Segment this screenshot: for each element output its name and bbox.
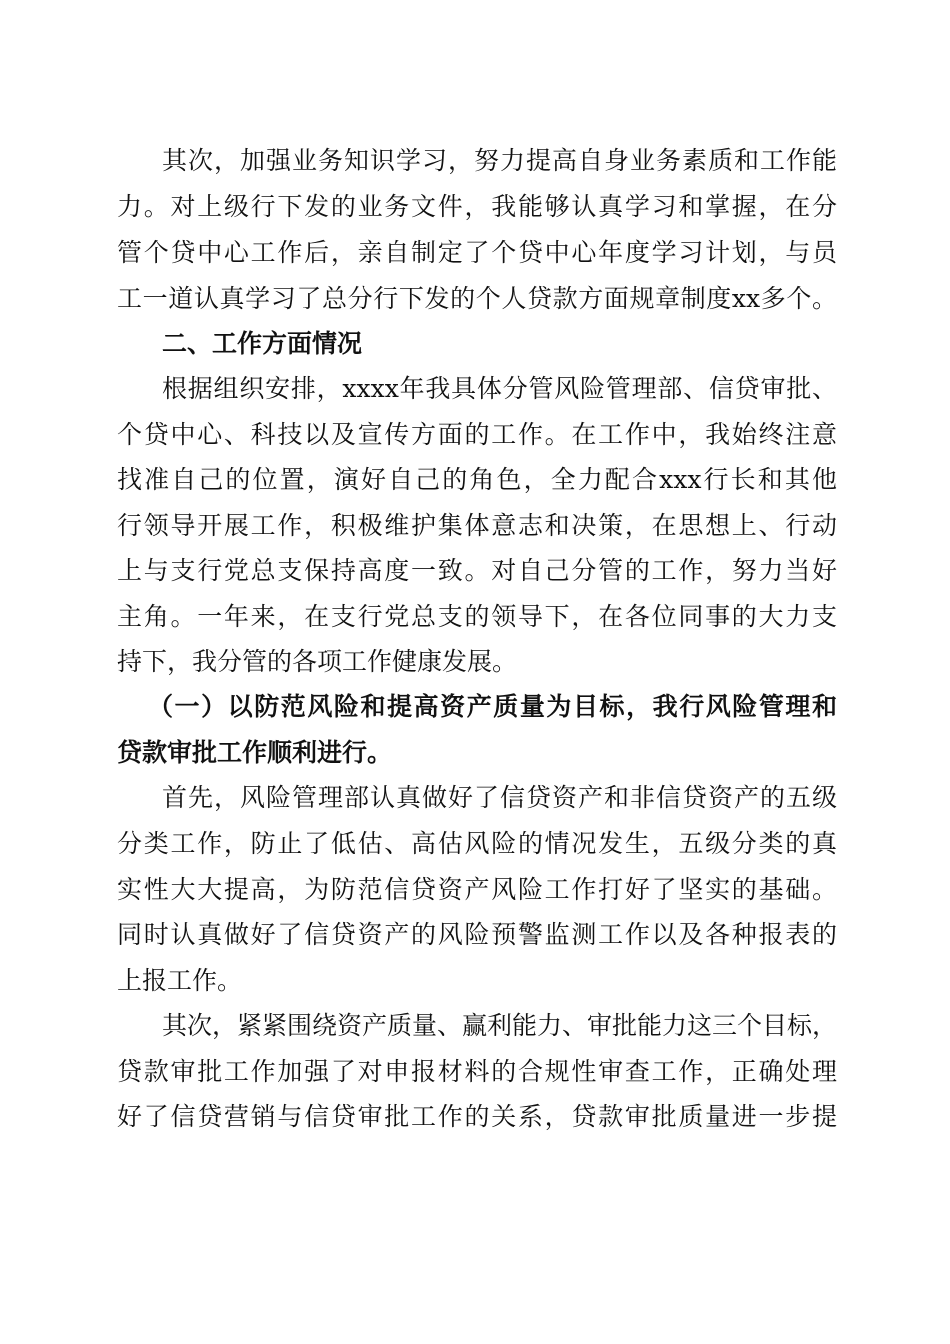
paragraph-line: 行领导开展工作，积极维护集体意志和决策，在思想上、行动 (117, 511, 837, 540)
paragraph-line: 力。对上级行下发的业务文件，我能够认真学习和掌握，在分 (117, 192, 837, 221)
paragraph-line: 个贷中心、科技以及宣传方面的工作。在工作中，我始终注意 (117, 420, 837, 449)
paragraph-line: 分类工作，防止了低估、高估风险的情况发生，五级分类的真 (117, 829, 837, 858)
subsection-heading: （一）以防范风险和提高资产质量为目标，我行风险管理和 (148, 692, 837, 721)
paragraph-line: 贷款审批工作加强了对申报材料的合规性审查工作，正确处理 (117, 1057, 837, 1086)
paragraph-line: 其次，加强业务知识学习，努力提高自身业务素质和工作能 (162, 146, 837, 175)
paragraph-line: 同时认真做好了信贷资产的风险预警监测工作以及各种报表的 (117, 920, 837, 949)
paragraph-line: 主角。一年来，在支行党总支的领导下，在各位同事的大力支 (117, 602, 837, 631)
paragraph-line: 根据组织安排，xxxx年我具体分管风险管理部、信贷审批、 (162, 374, 837, 403)
paragraph-line: 上报工作。 (117, 966, 243, 995)
paragraph-line: 工一道认真学习了总分行下发的个人贷款方面规章制度xx多个。 (117, 284, 837, 313)
subsection-heading-cont: 贷款审批工作顺利进行。 (117, 738, 393, 767)
paragraph-line: 首先，风险管理部认真做好了信贷资产和非信贷资产的五级 (162, 783, 837, 812)
paragraph-line: 上与支行党总支保持高度一致。对自己分管的工作，努力当好 (117, 556, 837, 585)
section-heading: 二、工作方面情况 (162, 329, 363, 358)
paragraph-line: 其次，紧紧围绕资产质量、赢利能力、审批能力这三个目标， (162, 1011, 838, 1040)
paragraph-line: 实性大大提高，为防范信贷资产风险工作打好了坚实的基础。 (117, 875, 837, 904)
paragraph-line: 好了信贷营销与信贷审批工作的关系，贷款审批质量进一步提 (117, 1102, 837, 1131)
paragraph-line: 管个贷中心工作后，亲自制定了个贷中心年度学习计划，与员 (117, 238, 837, 267)
paragraph-line: 持下，我分管的各项工作健康发展。 (117, 647, 518, 676)
paragraph-line: 找准自己的位置，演好自己的角色，全力配合xxx行长和其他 (117, 465, 837, 494)
